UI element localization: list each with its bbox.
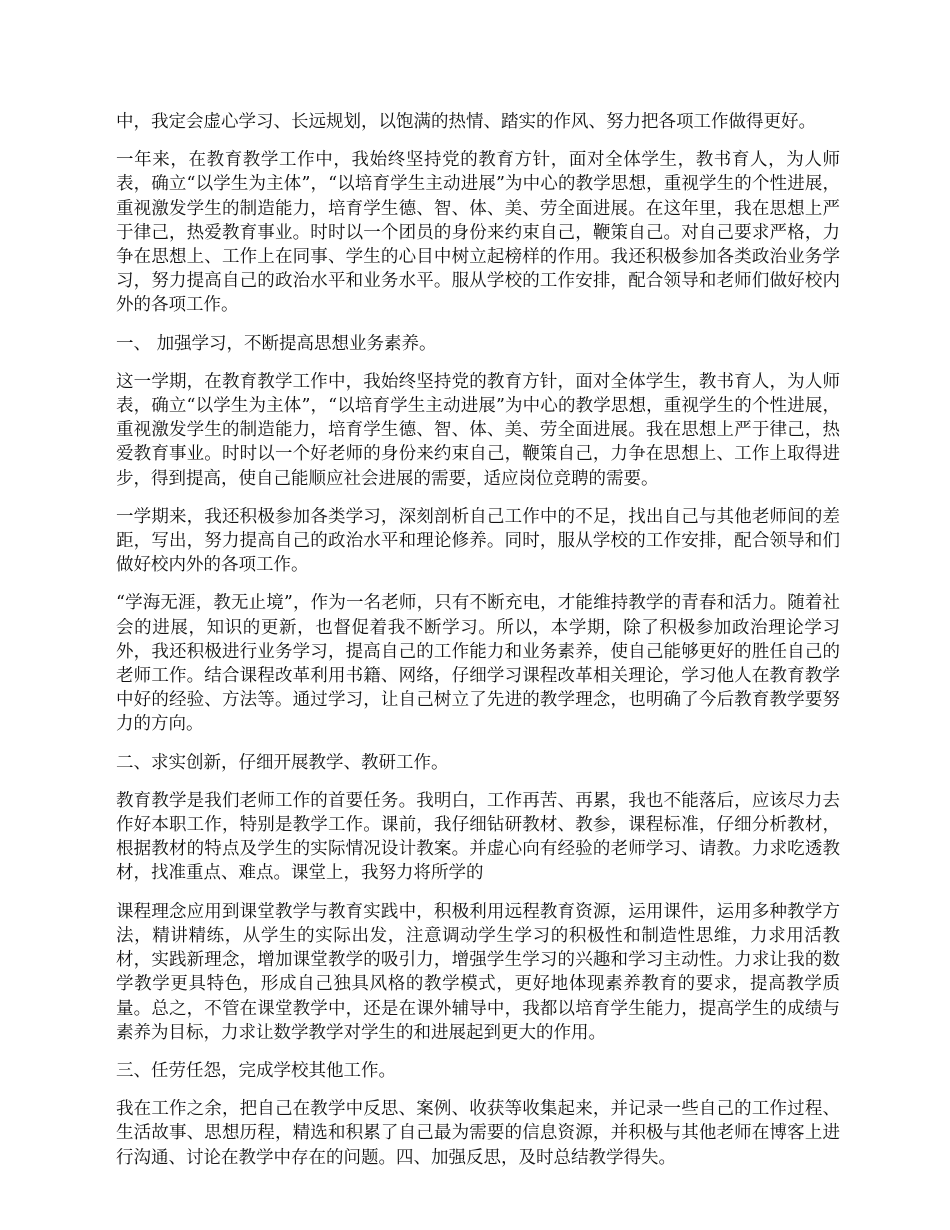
paragraph-reflection: 我在工作之余，把自己在教学中反思、案例、收获等收集起来，并记录一些自己的工作过程、生活故事、思想历程，精选和积累了自己最为需要的信息资源，并积极与其他老师在博客上进行沟通、讨论在教学中存在的问题。四、加强反思，及时总结教学得失。 bbox=[116, 1099, 840, 1168]
paragraph-semester-study: 一学期来，我还积极参加各类学习，深刻剖析自己工作中的不足，找出自己与其他老师间的差距，写出，努力提高自己的政治水平和理论修养。同时，服从学校的工作安排，配合领导和们做好校内外的各项工作。 bbox=[116, 506, 840, 576]
section-heading-1: 一、 加强学习，不断提高思想业务素养。 bbox=[116, 333, 437, 354]
paragraph-year-summary: 一年来，在教育教学工作中，我始终坚持党的教育方针，面对全体学生，教书育人，为人师表，确立“以学生为主体”，“以培育学生主动进展”为中心的教学思想，重视学生的个性进展，重视激发学生的制造能力，培育学生德、智、体、美、劳全面进展。在这年里，我在思想上严于律己，热爱教育事业。时时以一个团员的身份来约束自己，鞭策自己。对自己要求严格，力争在思想上、工作上在同事、学生的心目中树立起榜样的作用。我还积极参加各类政治业务学习，努力提高自己的政治水平和业务水平。服从学校的工作安排，配合领导和老师们做好校内外的各项工作。 bbox=[116, 150, 840, 316]
paragraph-continuous-learning: “学海无涯，教无止境”，作为一名老师，只有不断充电，才能维持教学的青春和活力。随着社会的进展，知识的更新，也督促着我不断学习。所以，本学期，除了积极参加政治理论学习外，我还积极进行业务学习，提高自己的工作能力和业务素养，使自己能够更好的胜任自己的老师工作。结合课程改革利用书籍、网络，仔细学习课程改革相关理论，学习他人在教育教学中好的经验、方法等。通过学习，让自己树立了先进的教学理念，也明确了今后教育教学要努力的方向。 bbox=[116, 593, 840, 735]
paragraph-continuation: 中，我定会虚心学习、长远规划，以饱满的热情、踏实的作风、努力把各项工作做得更好。 bbox=[116, 112, 816, 132]
section-heading-3: 三、任劳任怨，完成学校其他工作。 bbox=[116, 1060, 396, 1081]
paragraph-curriculum-ideas: 课程理念应用到课堂教学与教育实践中，积极利用远程教育资源，运用课件，运用多种教学方法，精讲精练，从学生的实际出发，注意调动学生学习的积极性和制造性思维，力求用活教材，实践新理念，增加课堂教学的吸引力，增强学生学习的兴趣和学习主动性。力求让我的数学教学更具特色，形成自己独具风格的教学模式，更好地体现素养教育的要求，提高教学质量。总之，不管在课堂教学中，还是在课外辅导中，我都以培育学生能力，提高学生的成绩与素养为目标，力求让数学教学对学生的和进展起到更大的作用。 bbox=[116, 901, 840, 1043]
paragraph-teaching-work: 教育教学是我们老师工作的首要任务。我明白，工作再苦、再累，我也不能落后，应该尽力去作好本职工作，特别是教学工作。课前，我仔细钻研教材、教参，课程标准，仔细分析教材，根据教材的特点及学生的实际情况设计教案。并虚心向有经验的老师学习、请教。力求吃透教材，找准重点、难点。课堂上，我努力将所学的 bbox=[116, 790, 840, 884]
section-heading-2: 二、求实创新，仔细开展教学、教研工作。 bbox=[116, 752, 449, 773]
document-body bbox=[116, 110, 840, 1184]
paragraph-semester-thoughts: 这一学期，在教育教学工作中，我始终坚持党的教育方针，面对全体学生，教书育人，为人师表，确立“以学生为主体”，“以培育学生主动进展”为中心的教学思想，重视学生的个性进展，重视激发学生的制造能力，培育学生德、智、体、美、劳全面进展。我在思想上严于律己，热爱教育事业。时时以一个好老师的身份来约束自己，鞭策自己，力争在思想上、工作上取得进步，得到提高，使自己能顺应社会进展的需要，适应岗位竞聘的需要。 bbox=[116, 371, 840, 489]
